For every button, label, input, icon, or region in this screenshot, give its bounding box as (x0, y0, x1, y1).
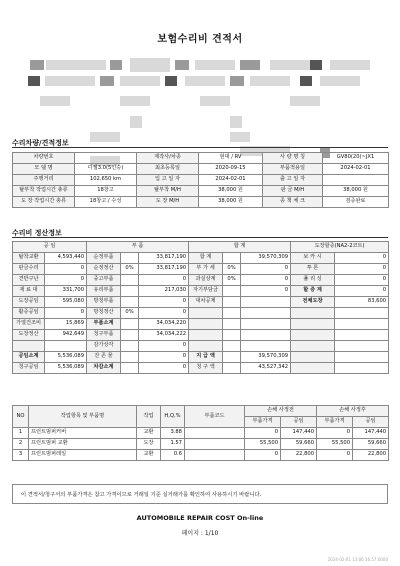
table-row (13, 319, 389, 330)
cell-value: 34,034,220 (139, 319, 189, 330)
cell-value: 1.57 (161, 439, 185, 450)
cell-value (335, 352, 389, 363)
field-value: GV80(20)~JX1 (323, 153, 389, 164)
field-label: 제작사/차종 (137, 153, 199, 164)
cell-value: 83,600 (335, 297, 389, 308)
field-value: 38,000 원 (323, 186, 389, 197)
cell-value (223, 341, 241, 352)
table-row (13, 308, 389, 319)
cell-value: 0 (241, 286, 291, 297)
cell-value (45, 341, 87, 352)
cell-value: 39,570,309 (241, 352, 291, 363)
cell-label: 청 구 액 (189, 363, 223, 374)
field-value: 2024-02-01 (323, 164, 389, 175)
cell-value (121, 275, 139, 286)
cell-value: 0 (317, 450, 353, 461)
col-part-price: 부품가격 (245, 417, 281, 428)
cell-value: 교환 (137, 428, 161, 439)
settlement-table (12, 241, 389, 374)
header-paint-surcharge: 도장할증(NA2-2코트) (291, 242, 389, 253)
cell-value (223, 330, 241, 341)
field-value: 18창고 / 수성 (75, 197, 137, 208)
cell-label: 공임소계 (13, 352, 45, 363)
cell-label: 탈착교환 (13, 253, 45, 264)
col-labor: 공임 (353, 417, 389, 428)
cell-value (223, 286, 241, 297)
cell-label: 도장정산 (13, 330, 45, 341)
cell-value: 5,536,089 (45, 363, 87, 374)
cell-label: 판금수리 (13, 264, 45, 275)
table-row (13, 197, 389, 208)
cell-value: 0 (45, 275, 87, 286)
cell-value: 0 (139, 308, 189, 319)
cell-value: 프런트범퍼 교환 (29, 439, 137, 450)
cell-label (291, 341, 335, 352)
cell-value: 도장 (137, 439, 161, 450)
field-value: 현대 / RV (199, 153, 263, 164)
cell-label: 중고부품 (87, 275, 121, 286)
cell-label (291, 308, 335, 319)
cell-value (121, 319, 139, 330)
field-value (75, 153, 137, 164)
table-row (13, 352, 389, 363)
cell-value (241, 341, 291, 352)
cell-value: 교환 (137, 450, 161, 461)
field-label: 도 장 M/H (137, 197, 199, 208)
field-label: 차량번호 (13, 153, 75, 164)
cell-value: 3.88 (161, 428, 185, 439)
cell-value (185, 439, 245, 450)
cell-value: 프런트범퍼커버 (29, 428, 137, 439)
table-row (13, 186, 389, 197)
cell-label: 활증공임 (13, 308, 45, 319)
cell-label: 차감소계 (87, 363, 121, 374)
cell-label: 부 가 세 (189, 264, 223, 275)
cell-label: 보 카 시 (291, 253, 335, 264)
cell-value: 0 (335, 275, 389, 286)
cell-value: 147,440 (353, 428, 389, 439)
cell-label (189, 330, 223, 341)
table-row (13, 175, 389, 186)
cell-label: 전체도장 (291, 297, 335, 308)
cell-value: 0 (245, 428, 281, 439)
cell-label: 과실상계 (189, 275, 223, 286)
cell-value: 0 (139, 363, 189, 374)
field-value: 2024-02-01 (199, 175, 263, 186)
cell-label: 대차공제 (189, 297, 223, 308)
cell-value: 0 (139, 297, 189, 308)
cell-label: 재 료 대 (13, 286, 45, 297)
table-row (13, 439, 389, 450)
field-label: 모 델 명 (13, 164, 75, 175)
section-divider (12, 237, 388, 238)
footer-title: AUTOMOBILE REPAIR COST On-line (136, 514, 264, 522)
cell-label: 잔 존 물 (87, 352, 121, 363)
cell-value (241, 319, 291, 330)
cell-value: 33,817,190 (139, 253, 189, 264)
cell-value: 1 (13, 428, 29, 439)
cell-value: 39,570,309 (241, 253, 291, 264)
cell-value: 0 (45, 308, 87, 319)
cell-label: 감가상각 (87, 341, 121, 352)
cell-label: 합 계 (189, 253, 223, 264)
field-label: 주행거리 (13, 175, 75, 186)
cell-value: 0 (45, 264, 87, 275)
vehicle-section-title: 수리차량/견적정보 (12, 139, 69, 147)
cell-label (189, 341, 223, 352)
cell-value: 0% (223, 264, 241, 275)
cell-value (335, 363, 389, 374)
cell-value: 59,660 (353, 439, 389, 450)
col-work: 작업 (137, 406, 161, 428)
price-disclaimer-note: 이 견적서/청구서의 부품가격은 참고 가격이므로 거래일 기준 실거래가를 확인하여 사용하시기 바랍니다. (12, 484, 388, 504)
col-part-code: 부품코드 (185, 406, 245, 428)
field-label: 출 고 일 자 (263, 175, 323, 186)
cell-value (223, 363, 241, 374)
cell-label: 가열건조비 (13, 319, 45, 330)
cell-label: 청구부품 (87, 330, 121, 341)
cell-value: 331,700 (45, 286, 87, 297)
cell-label: 견반구난 (13, 275, 45, 286)
print-timestamp: 2024-02-01 13:06 16:57:0000 (327, 557, 388, 562)
header-labor: 공 임 (13, 242, 87, 253)
cell-value: 22,800 (281, 450, 317, 461)
cell-value: 22,800 (353, 450, 389, 461)
field-value: 18창고 (75, 186, 137, 197)
field-label: 최초등록일 (137, 164, 199, 175)
cell-value: 0 (335, 286, 389, 297)
col-part-price: 부품가격 (317, 417, 353, 428)
cell-value: 0 (335, 264, 389, 275)
cell-value: 0 (335, 253, 389, 264)
field-value: 디젤3.0(5인승) (75, 164, 137, 175)
cell-value (223, 308, 241, 319)
col-loss-after: 손해 사정후 (317, 406, 389, 417)
cell-value: 0 (241, 275, 291, 286)
cell-label (291, 352, 335, 363)
cell-value: 55,500 (317, 439, 353, 450)
cell-label: 방청정산 (87, 308, 121, 319)
cell-value: 0.6 (161, 450, 185, 461)
cell-value (223, 319, 241, 330)
cell-value (223, 297, 241, 308)
cell-value: 3 (13, 450, 29, 461)
cell-value: 0 (139, 352, 189, 363)
cell-value: 942,649 (45, 330, 87, 341)
cell-value: 0% (223, 275, 241, 286)
field-value (323, 175, 389, 186)
cell-value (121, 352, 139, 363)
field-value: 102,650 km (75, 175, 137, 186)
document-title: 보험수리비 견적서 (157, 34, 243, 45)
col-no: NO (13, 406, 29, 428)
cell-value (121, 330, 139, 341)
cell-value: 147,440 (281, 428, 317, 439)
cell-value: 0% (121, 264, 139, 275)
cell-label: 할 증 계 (291, 286, 335, 297)
cell-value: 33,817,190 (139, 264, 189, 275)
cell-value (335, 308, 389, 319)
field-value: 검증완료 (323, 197, 389, 208)
table-row (13, 286, 389, 297)
cell-label (291, 319, 335, 330)
col-item-name: 작업항목 및 부품명 (29, 406, 137, 428)
cell-value: 0 (139, 275, 189, 286)
field-label: 종 책 체 크 (263, 197, 323, 208)
cell-value: 43,527,342 (241, 363, 291, 374)
cell-value (335, 319, 389, 330)
cell-label: 유리부품 (87, 286, 121, 297)
cell-label: 도장공임 (13, 297, 45, 308)
col-labor: 공임 (281, 417, 317, 428)
col-loss-before: 손해 사정전 (245, 406, 317, 417)
table-row (13, 341, 389, 352)
cell-label (13, 341, 45, 352)
header-parts: 부 품 (87, 242, 189, 253)
cell-value: 595,080 (45, 297, 87, 308)
cell-label: 자기부담금 (189, 286, 223, 297)
cell-value (185, 450, 245, 461)
field-label: 판 금 M/H (263, 186, 323, 197)
vehicle-info-table (12, 152, 389, 208)
parts-table (12, 405, 389, 461)
cell-label: 투 톤 (291, 264, 335, 275)
field-value: 38,000 원 (199, 197, 263, 208)
cell-label: 부품소계 (87, 319, 121, 330)
table-row (13, 450, 389, 461)
table-row (13, 363, 389, 374)
cell-value: 0 (245, 450, 281, 461)
cell-value: 4,593,440 (45, 253, 87, 264)
cell-value: 프런트범퍼레일 (29, 450, 137, 461)
cell-value (241, 308, 291, 319)
field-label: 탈부착 M/H (137, 186, 199, 197)
table-row (13, 253, 389, 264)
field-label: 도 장 작업시간 총류 (13, 197, 75, 208)
field-value: 38,000 원 (199, 186, 263, 197)
cell-value (121, 297, 139, 308)
table-row (13, 428, 389, 439)
cell-value: 0 (317, 428, 353, 439)
cell-value (223, 352, 241, 363)
cell-value (121, 363, 139, 374)
cell-value: 5,536,089 (45, 352, 87, 363)
field-label: 사 량 명 칭 (263, 153, 323, 164)
header-total: 합 계 (189, 242, 291, 253)
cell-value (121, 341, 139, 352)
cell-value: 55,500 (245, 439, 281, 450)
cell-value: 15,869 (45, 319, 87, 330)
cell-value (241, 330, 291, 341)
cell-value: 0 (241, 264, 291, 275)
cell-value: 2 (13, 439, 29, 450)
field-label: 입 고 일 자 (137, 175, 199, 186)
cell-label (189, 308, 223, 319)
cell-label (291, 363, 335, 374)
table-row (13, 153, 389, 164)
cell-label: 순정부품 (87, 253, 121, 264)
cell-label (291, 330, 335, 341)
cell-value (121, 253, 139, 264)
col-hqs: H,Q,% (161, 406, 185, 428)
cell-value (335, 341, 389, 352)
table-row (13, 264, 389, 275)
cell-label: 풀 리 싱 (291, 275, 335, 286)
cell-label: 청구공임 (13, 363, 45, 374)
cell-label: 순정정산 (87, 264, 121, 275)
cell-value (241, 297, 291, 308)
cell-label (189, 319, 223, 330)
table-row (13, 330, 389, 341)
cell-value (335, 330, 389, 341)
cell-label: 지 급 액 (189, 352, 223, 363)
cell-value: 0% (121, 308, 139, 319)
cell-value: 217,030 (139, 286, 189, 297)
field-label: 탈부착 작업시간 총류 (13, 186, 75, 197)
cell-value: 0 (139, 341, 189, 352)
table-row (13, 275, 389, 286)
field-label: 부품적용일 (263, 164, 323, 175)
table-row (13, 297, 389, 308)
cell-value (185, 428, 245, 439)
table-row (13, 164, 389, 175)
cell-value: 59,660 (281, 439, 317, 450)
page-indicator: 페이지 : 1/10 (181, 530, 219, 537)
cell-value (121, 286, 139, 297)
settlement-section-title: 수리비 정산정보 (12, 229, 62, 237)
cell-label: 방청부품 (87, 297, 121, 308)
field-value: 2020-09-15 (199, 164, 263, 175)
section-divider (12, 147, 388, 148)
cell-value (223, 253, 241, 264)
cell-value: 34,034,222 (139, 330, 189, 341)
